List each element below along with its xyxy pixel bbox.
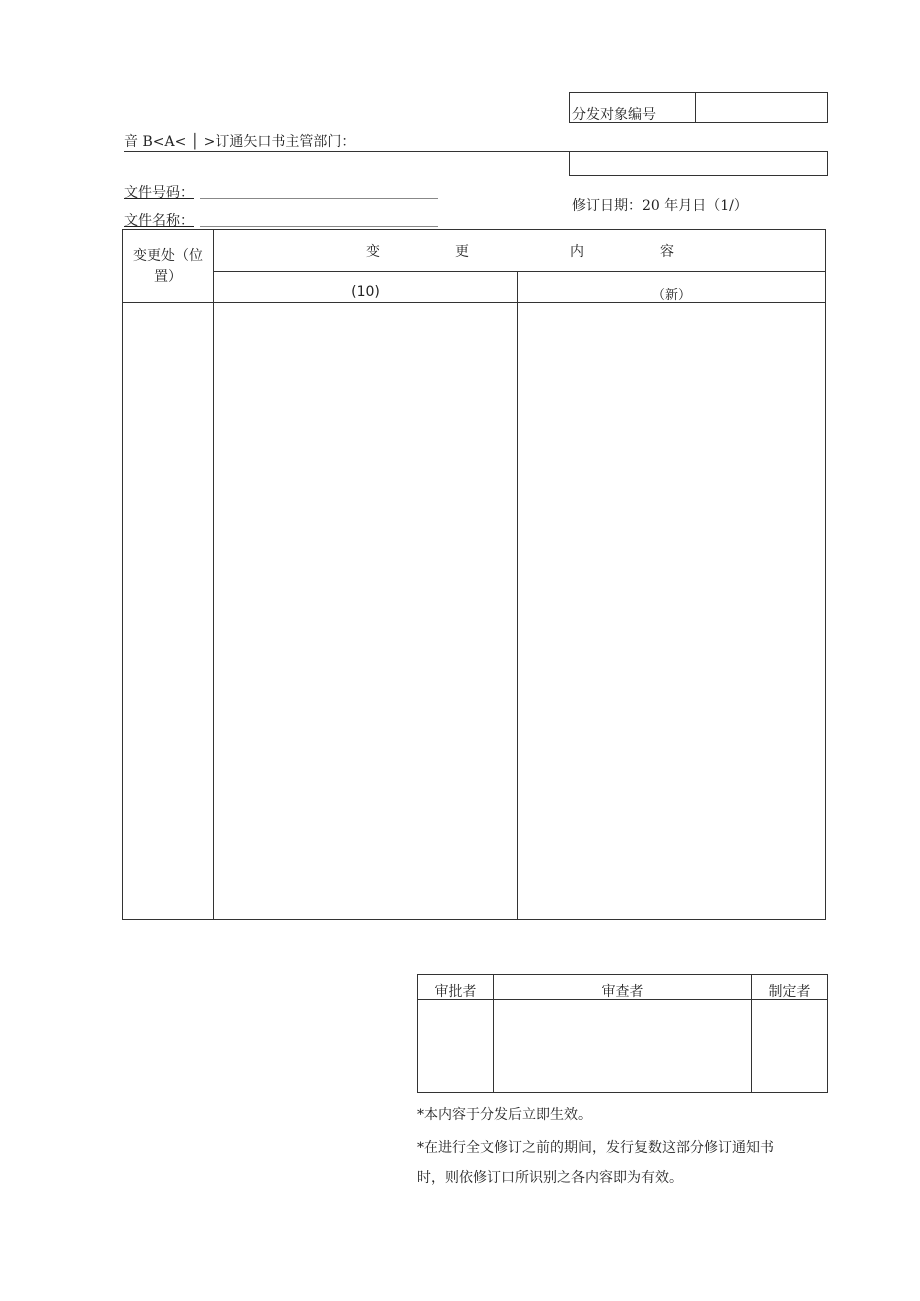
note-validity-line2: 时，则依修订口所识别之各内容即为有效。 xyxy=(417,1170,683,1186)
change-table-top xyxy=(122,229,826,230)
doc-number-field[interactable] xyxy=(200,198,438,199)
maker-header: 制定者 xyxy=(768,984,811,1000)
department-line: 音 B<A< │ >订通矢口书主管部门： xyxy=(124,134,356,150)
header-rule xyxy=(124,151,570,152)
approver-header: 审批者 xyxy=(434,984,477,1000)
new-header: （新） xyxy=(651,288,691,303)
note-validity-line1: *在进行全文修订之前的期间，发行复数这部分修订通知书 xyxy=(417,1140,774,1156)
revision-date: 修订日期：20 年月日（1/） xyxy=(572,198,748,214)
distribution-second-box xyxy=(569,151,828,176)
doc-name-field[interactable] xyxy=(200,226,438,227)
reviewer-header: 审查者 xyxy=(601,984,644,1000)
doc-name-label: 文件名称： xyxy=(124,213,194,229)
reviewer-signature-cell[interactable] xyxy=(494,1000,751,1092)
content-header-char-4: 容 xyxy=(660,244,674,260)
old-header: (10) xyxy=(351,284,380,300)
approver-signature-cell[interactable] xyxy=(418,1000,493,1092)
distribution-divider xyxy=(695,92,696,123)
maker-signature-cell[interactable] xyxy=(752,1000,827,1092)
note-effective: *本内容于分发后立即生效。 xyxy=(417,1107,592,1123)
content-header-char-1: 变 xyxy=(366,244,380,260)
change-table-header-split xyxy=(213,271,825,272)
content-header-char-2: 更 xyxy=(455,244,469,260)
location-cell[interactable] xyxy=(123,303,213,919)
distribution-label: 分发对象编号 xyxy=(572,107,656,123)
content-header-char-3: 内 xyxy=(570,244,584,260)
change-table-right xyxy=(825,229,826,919)
change-table-bottom xyxy=(122,919,826,920)
old-content-cell[interactable] xyxy=(214,303,517,919)
location-header: 变更处（位置） xyxy=(133,248,203,285)
doc-number-label: 文件号码： xyxy=(124,185,194,201)
new-content-cell[interactable] xyxy=(518,303,825,919)
